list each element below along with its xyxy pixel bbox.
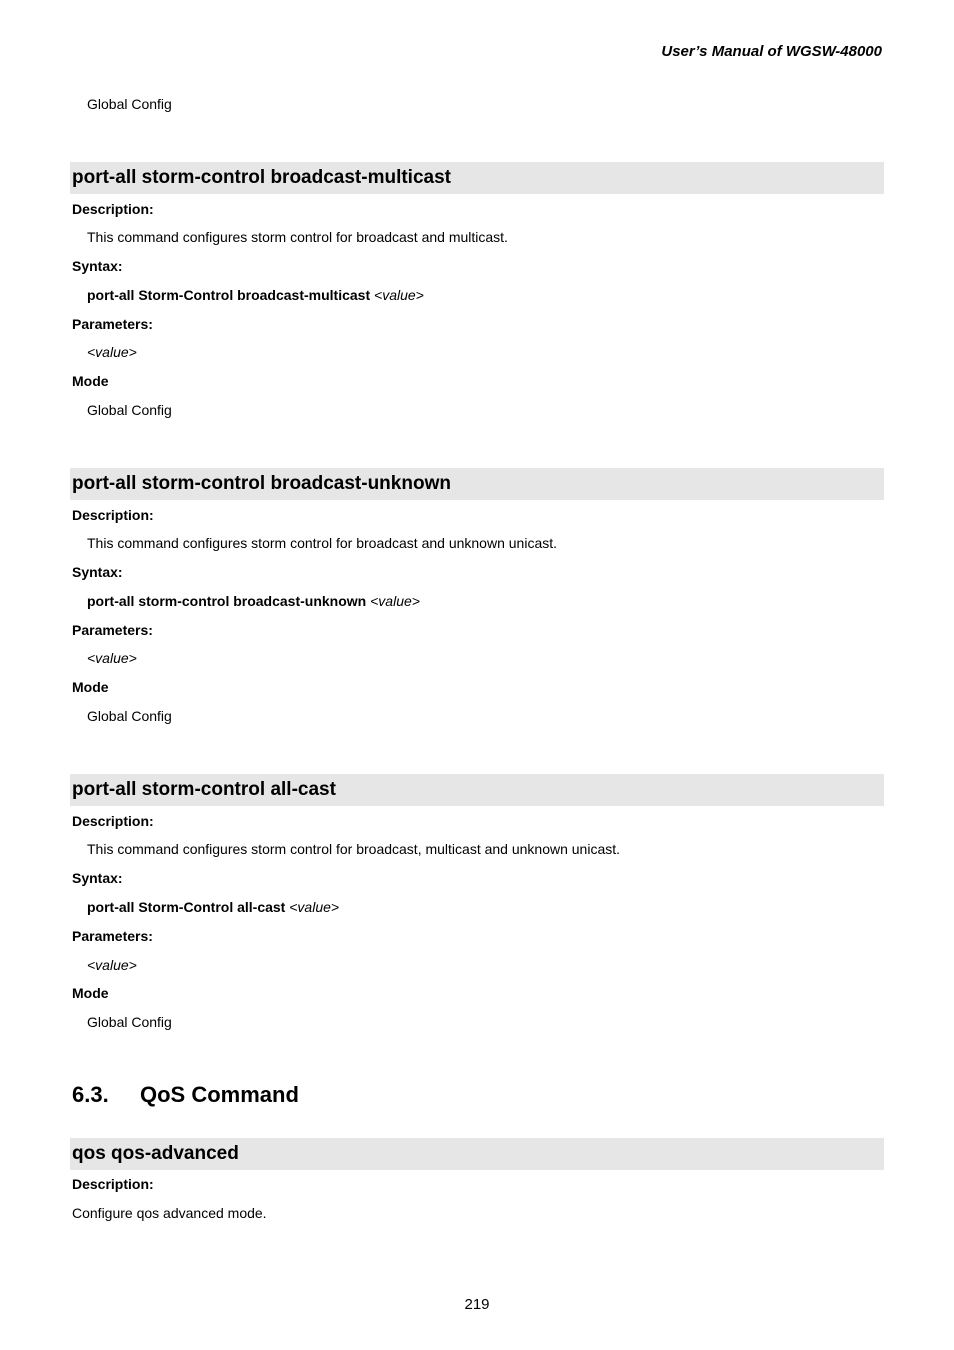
- syntax-line: [87, 899, 339, 915]
- parameters-label: Parameters:: [72, 316, 153, 332]
- parameter-value: <value>: [87, 957, 137, 973]
- syntax-line: [87, 287, 424, 303]
- syntax-command: port-all Storm-Control all-cast: [87, 899, 286, 915]
- syntax-label: Syntax:: [72, 258, 123, 274]
- description-text: This command configures storm control for broadcast and unknown unicast.: [87, 535, 558, 551]
- chapter-heading: [72, 1082, 299, 1108]
- mode-value: Global Config: [87, 96, 172, 112]
- description-label: Description:: [72, 813, 154, 829]
- mode-label: Mode: [72, 985, 109, 1001]
- description-label: Description:: [72, 201, 154, 217]
- description-label: Description:: [72, 507, 154, 523]
- syntax-parameter: <value>: [289, 899, 340, 915]
- chapter-title: QoS Command: [140, 1082, 299, 1107]
- section-heading-bar: [70, 468, 884, 500]
- section-heading-bar: [70, 1138, 884, 1170]
- syntax-command: port-all storm-control broadcast-unknown: [87, 593, 367, 609]
- syntax-line: [87, 593, 420, 609]
- parameter-value: <value>: [87, 344, 137, 360]
- section-heading-bar: [70, 774, 884, 806]
- parameters-label: Parameters:: [72, 928, 153, 944]
- mode-value: Global Config: [87, 1014, 172, 1030]
- mode-value: Global Config: [87, 402, 172, 418]
- syntax-parameter: <value>: [370, 593, 420, 609]
- chapter-number: 6.3.: [72, 1082, 109, 1107]
- section-heading-bar: [70, 162, 884, 194]
- syntax-command: port-all Storm-Control broadcast-multicast: [87, 287, 371, 303]
- description-text: This command configures storm control for broadcast and multicast.: [87, 229, 508, 245]
- section-title: port-all storm-control all-cast: [72, 779, 336, 800]
- description-text: This command configures storm control for broadcast, multicast and unknown unicast.: [87, 841, 621, 857]
- section-title: port-all storm-control broadcast-multicast: [72, 167, 451, 188]
- syntax-label: Syntax:: [72, 564, 123, 580]
- description-label: Description:: [72, 1176, 154, 1192]
- section-title: qos qos-advanced: [72, 1143, 239, 1164]
- page-number: 219: [464, 1296, 490, 1313]
- parameter-value: <value>: [87, 650, 137, 666]
- mode-label: Mode: [72, 373, 109, 389]
- parameters-label: Parameters:: [72, 622, 153, 638]
- document-header: User’s Manual of WGSW-48000: [661, 43, 882, 60]
- mode-value: Global Config: [87, 708, 172, 724]
- mode-label: Mode: [72, 679, 109, 695]
- syntax-label: Syntax:: [72, 870, 123, 886]
- description-text: Configure qos advanced mode.: [72, 1205, 267, 1221]
- section-title: port-all storm-control broadcast-unknown: [72, 473, 451, 494]
- syntax-parameter: <value>: [374, 287, 424, 303]
